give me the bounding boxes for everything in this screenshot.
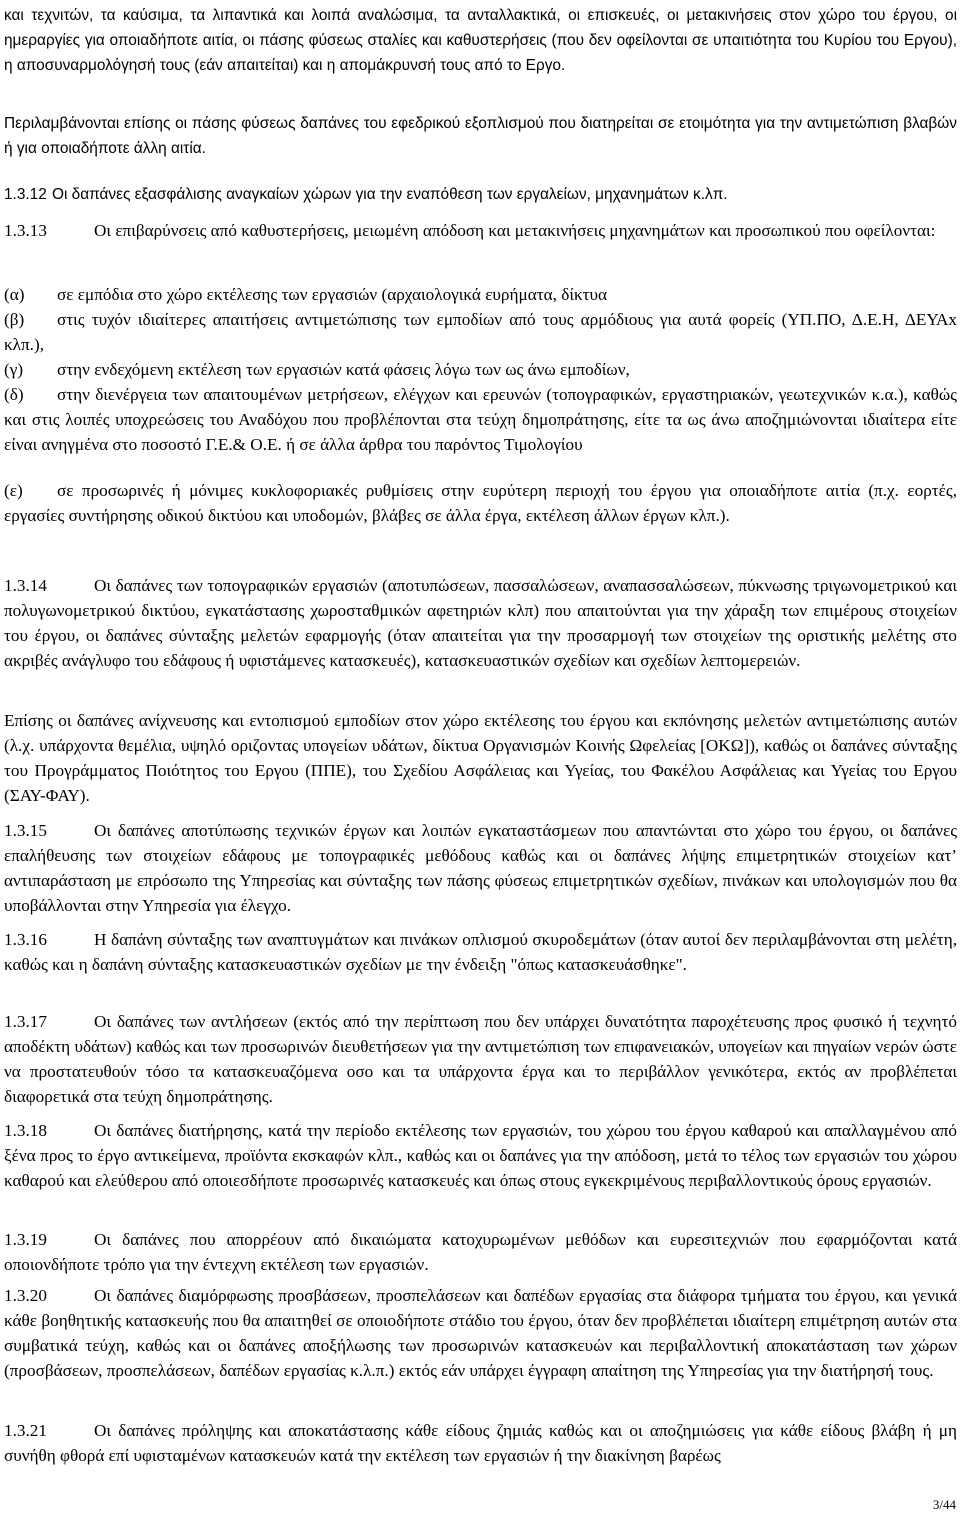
section-number: 1.3.15 (4, 821, 47, 840)
section-number: 1.3.21 (4, 1421, 47, 1440)
section-1-3-17 (4, 1009, 957, 1109)
section-number: 1.3.16 (4, 930, 47, 949)
list-item-b (4, 307, 957, 357)
list-text: στις τυχόν ιδιαίτερες απαιτήσεις αντιμετώπισης των εμποδίων από τους αρμόδιους για αυτά φορείς (ΥΠ.ΠΟ, Δ.Ε.Η, ΔΕΥΑx κλπ.), (4, 310, 957, 354)
list-label: (ε) (4, 481, 23, 500)
list-item-d (4, 382, 957, 457)
section-text: Οι δαπάνες πρόληψης και αποκατάστασης κάθε είδους ζημιάς καθώς και οι αποζημιώσεις για κάθε είδους βλάβη ή μη συνήθη φθορά επί υφισταμένων κατασκευών κατά την εκτέλεση των εργασιών ή την διακίνηση βαρέως (4, 1421, 957, 1465)
reserve-equipment-paragraph: Περιλαμβάνονται επίσης οι πάσης φύσεως δαπάνες του εφεδρικού εξοπλισμού που διατηρείται σε ετοιμότητα για την αντιμετώπιση βλαβών ή για οποιαδήποτε άλλη αιτία. (4, 115, 957, 157)
list-label: (α) (4, 285, 25, 304)
section-text: Οι δαπάνες αποτύπωσης τεχνικών έργων και λοιπών εγκαταστάσμεων που απαντώνται στο χώρο του έργου, οι δαπάνες επαλήθευσης των στοιχείων εδάφους με τοπογραφικές μεθόδους καθώς και οι δαπάνες λήψης επιμετρητικών στοιχείων κατ’ αντιπαράσταση με επρόσωπο της Υπηρεσίας και σύνταξης των πάσης φύσεως επιμετρητικών σχεδίων, πινάκων και υπολογισμών που θα υποβάλλονται στην Υπηρεσία για έλεγχο. (4, 821, 957, 915)
list-label: (δ) (4, 385, 24, 404)
section-text: Οι επιβαρύνσεις από καθυστερήσεις, μειωμένη απόδοση και μετακινήσεις μηχανημάτων και προσωπικού που οφείλονται: (94, 221, 936, 240)
section-number: 1.3.12 (4, 186, 47, 203)
section-text: Οι δαπάνες που απορρέουν από δικαιώματα κατοχυρωμένων μεθόδων και ευρεσιτεχνιών που εφαρμόζονται κατά οποιονδήποτε τρόπο για την έντεχνη εκτέλεση των εργασιών. (4, 1230, 957, 1274)
section-number: 1.3.17 (4, 1012, 47, 1031)
list-text: στην ενδεχόμενη εκτέλεση των εργασιών κατά φάσεις λόγω των ως άνω εμποδίων, (57, 360, 630, 379)
list-label: (γ) (4, 360, 24, 379)
section-1-3-14 (4, 573, 957, 673)
section-1-3-16 (4, 927, 957, 977)
list-text: σε εμπόδια στο χώρο εκτέλεσης των εργασιών (αρχαιολογικά ευρήματα, δίκτυα (57, 285, 608, 304)
section-number: 1.3.20 (4, 1286, 47, 1305)
section-1-3-21 (4, 1418, 957, 1468)
list-text: σε προσωρινές ή μόνιμες κυκλοφοριακές ρυθμίσεις στην ευρύτερη περιοχή του έργου για οποιαδήποτε αιτία (π.χ. εορτές, εργασίες συντήρησης οδικού δικτύου και υποδομών, βλάβες σε άλλα έργα, εκτέλεση άλλων έργων κλπ.). (4, 481, 957, 525)
intro-paragraph: και τεχνιτών, τα καύσιμα, τα λιπαντικά και λοιπά αναλώσιμα, τα ανταλλακτικά, οι επισκευές, οι μετακινήσεις στον χώρο του έργου, οι ημεραργίες για οποιαδήποτε αιτία, οι πάσης φύσεως σταλίες και καθυστερήσεις (που δεν οφείλονται σε υπαιτιότητα του Κυρίου του Εργου), η αποσυναρμολόγησή τους (εάν απαιτείται) και η απομάκρυνσή τους από το Εργο. (4, 7, 957, 74)
list-text: στην διενέργεια των απαιτουμένων μετρήσεων, ελέγχων και ερευνών (τοπογραφικών, εργαστηριακών, γεωτεχνικών κ.α.), καθώς και στις λοιπές υποχρεώσεις του Αναδόχου που προβλέπονται στα τεύχη δημοπράτησης, είτε τα ως άνω αποζημιώνονται ιδιαίτερα είτε είναι ανηγμένα στο ποσοστό Γ.Ε.& Ο.Ε. ή σε άλλα άρθρα του παρόντος Τιμολογίου (4, 385, 957, 454)
section-text: Οι δαπάνες διαμόρφωσης προσβάσεων, προσπελάσεων και δαπέδων εργασίας στα διάφορα τμήματα του έργου, και γενικά κάθε βοηθητικής κατασκευής που θα απαιτηθεί σε οποιοδήποτε στάδιο του έργου, όταν δεν προβλέπεται ιδιαίτερη επιμέτρηση αυτών στα συμβατικά τεύχη, καθώς και οι δαπάνες αποξήλωσης των προσωρινών κατασκευών και περιβαλλοντική αποκατάσταση των χώρων (προσβάσεων, προσπελάσεων, δαπέδων εργασίας κ.λ.π.) εκτός εάν υπάρχει έγγραφη απαίτηση της Υπηρεσίας για την διατήρησή τους. (4, 1286, 957, 1380)
section-1-3-18 (4, 1118, 957, 1193)
section-1-3-12 (4, 182, 957, 207)
section-number: 1.3.18 (4, 1121, 47, 1140)
section-1-3-14-continued: Επίσης οι δαπάνες ανίχνευσης και εντοπισμού εμποδίων στον χώρο εκτέλεσης του έργου και εκπόνησης μελετών αντιμετώπισης αυτών (λ.χ. υπάρχοντα θεμέλια, υψηλό οριζοντας υπογείων υδάτων, δίκτυα Οργανισμών Κοινής Ωφελείας [ΟΚΩ]), καθώς οι δαπάνες σύνταξης του Προγράμματος Ποιότητος του Εργου (ΠΠΕ), του Σχεδίου Ασφάλειας και Υγείας, του Φακέλου Ασφάλειας και Υγείας του Εργου (ΣΑΥ-ΦΑΥ). (4, 711, 957, 805)
section-1-3-13 (4, 218, 957, 243)
list-item-e (4, 478, 957, 528)
list-item-a (4, 282, 957, 307)
section-text: Οι δαπάνες των τοπογραφικών εργασιών (αποτυπώσεων, πασσαλώσεων, αναπασσαλώσεων, πύκνωσης τριγωνομετρικού και πολυγωνομετρικού δικτύου, εγκατάστασης χωροσταθμικών αφετηριών κλπ) που απαιτούνται για την χάραξη των επιμέρους στοιχείων του έργου, οι δαπάνες σύνταξης μελετών εφαρμογής (όταν απαιτείται για την προσαρμογή των στοιχείων της οριστικής μελέτης στο ακριβές ανάγλυφο του εδάφους ή υφιστάμενες κατασκευές), κατασκευαστικών σχεδίων και σχεδίων λεπτομερειών. (4, 576, 957, 670)
section-text: Οι δαπάνες εξασφάλισης αναγκαίων χώρων για την εναπόθεση των εργαλείων, μηχανημάτων κ.λπ. (52, 186, 728, 203)
section-number: 1.3.13 (4, 221, 47, 240)
section-text: Οι δαπάνες των αντλήσεων (εκτός από την περίπτωση που δεν υπάρχει δυνατότητα παροχέτευσης προς φυσικό ή τεχνητό αποδέκτη υδάτων) καθώς και των προσωρινών διευθετήσεων για την αντιμετώπιση των επιφανειακών, υπογείων και πηγαίων νερών ώστε να προστατευθούν τόσο τα κατασκευαζόμενα οσο και τα υπάρχοντα έργα και το περιβάλλον γενικότερα, εκτός αν προβλέπεται διαφορετικά στα τεύχη δημοπράτησης. (4, 1012, 957, 1106)
page-number: 3/44 (932, 1497, 956, 1512)
section-text: Οι δαπάνες διατήρησης, κατά την περίοδο εκτέλεσης των εργασιών, του χώρου του έργου καθαρού και απαλλαγμένου από ξένα προς το έργο αντικείμενα, προϊόντα εκσκαφών κλπ., καθώς και οι δαπάνες για την απόδοση, μετά το τέλος των εργασιών του χώρου καθαρού και ελεύθερου από οποιεσδήποτε προσωρινές κατασκευές και όπως στους εγκεκριμένους περιβαλλοντικούς όρους εργασιών. (4, 1121, 957, 1190)
section-1-3-15 (4, 818, 957, 918)
list-item-c (4, 357, 957, 382)
section-1-3-19 (4, 1227, 957, 1277)
section-number: 1.3.19 (4, 1230, 47, 1249)
section-number: 1.3.14 (4, 576, 47, 595)
section-1-3-20 (4, 1283, 957, 1383)
list-label: (β) (4, 310, 25, 329)
section-text: Η δαπάνη σύνταξης των αναπτυγμάτων και πινάκων οπλισμού σκυροδεμάτων (όταν αυτοί δεν περιλαμβάνονται στη μελέτη, καθώς και η δαπάνη σύνταξης κατασκευαστικών σχεδίων με την ένδειξη "όπως κατασκευάσθηκε". (4, 930, 957, 974)
